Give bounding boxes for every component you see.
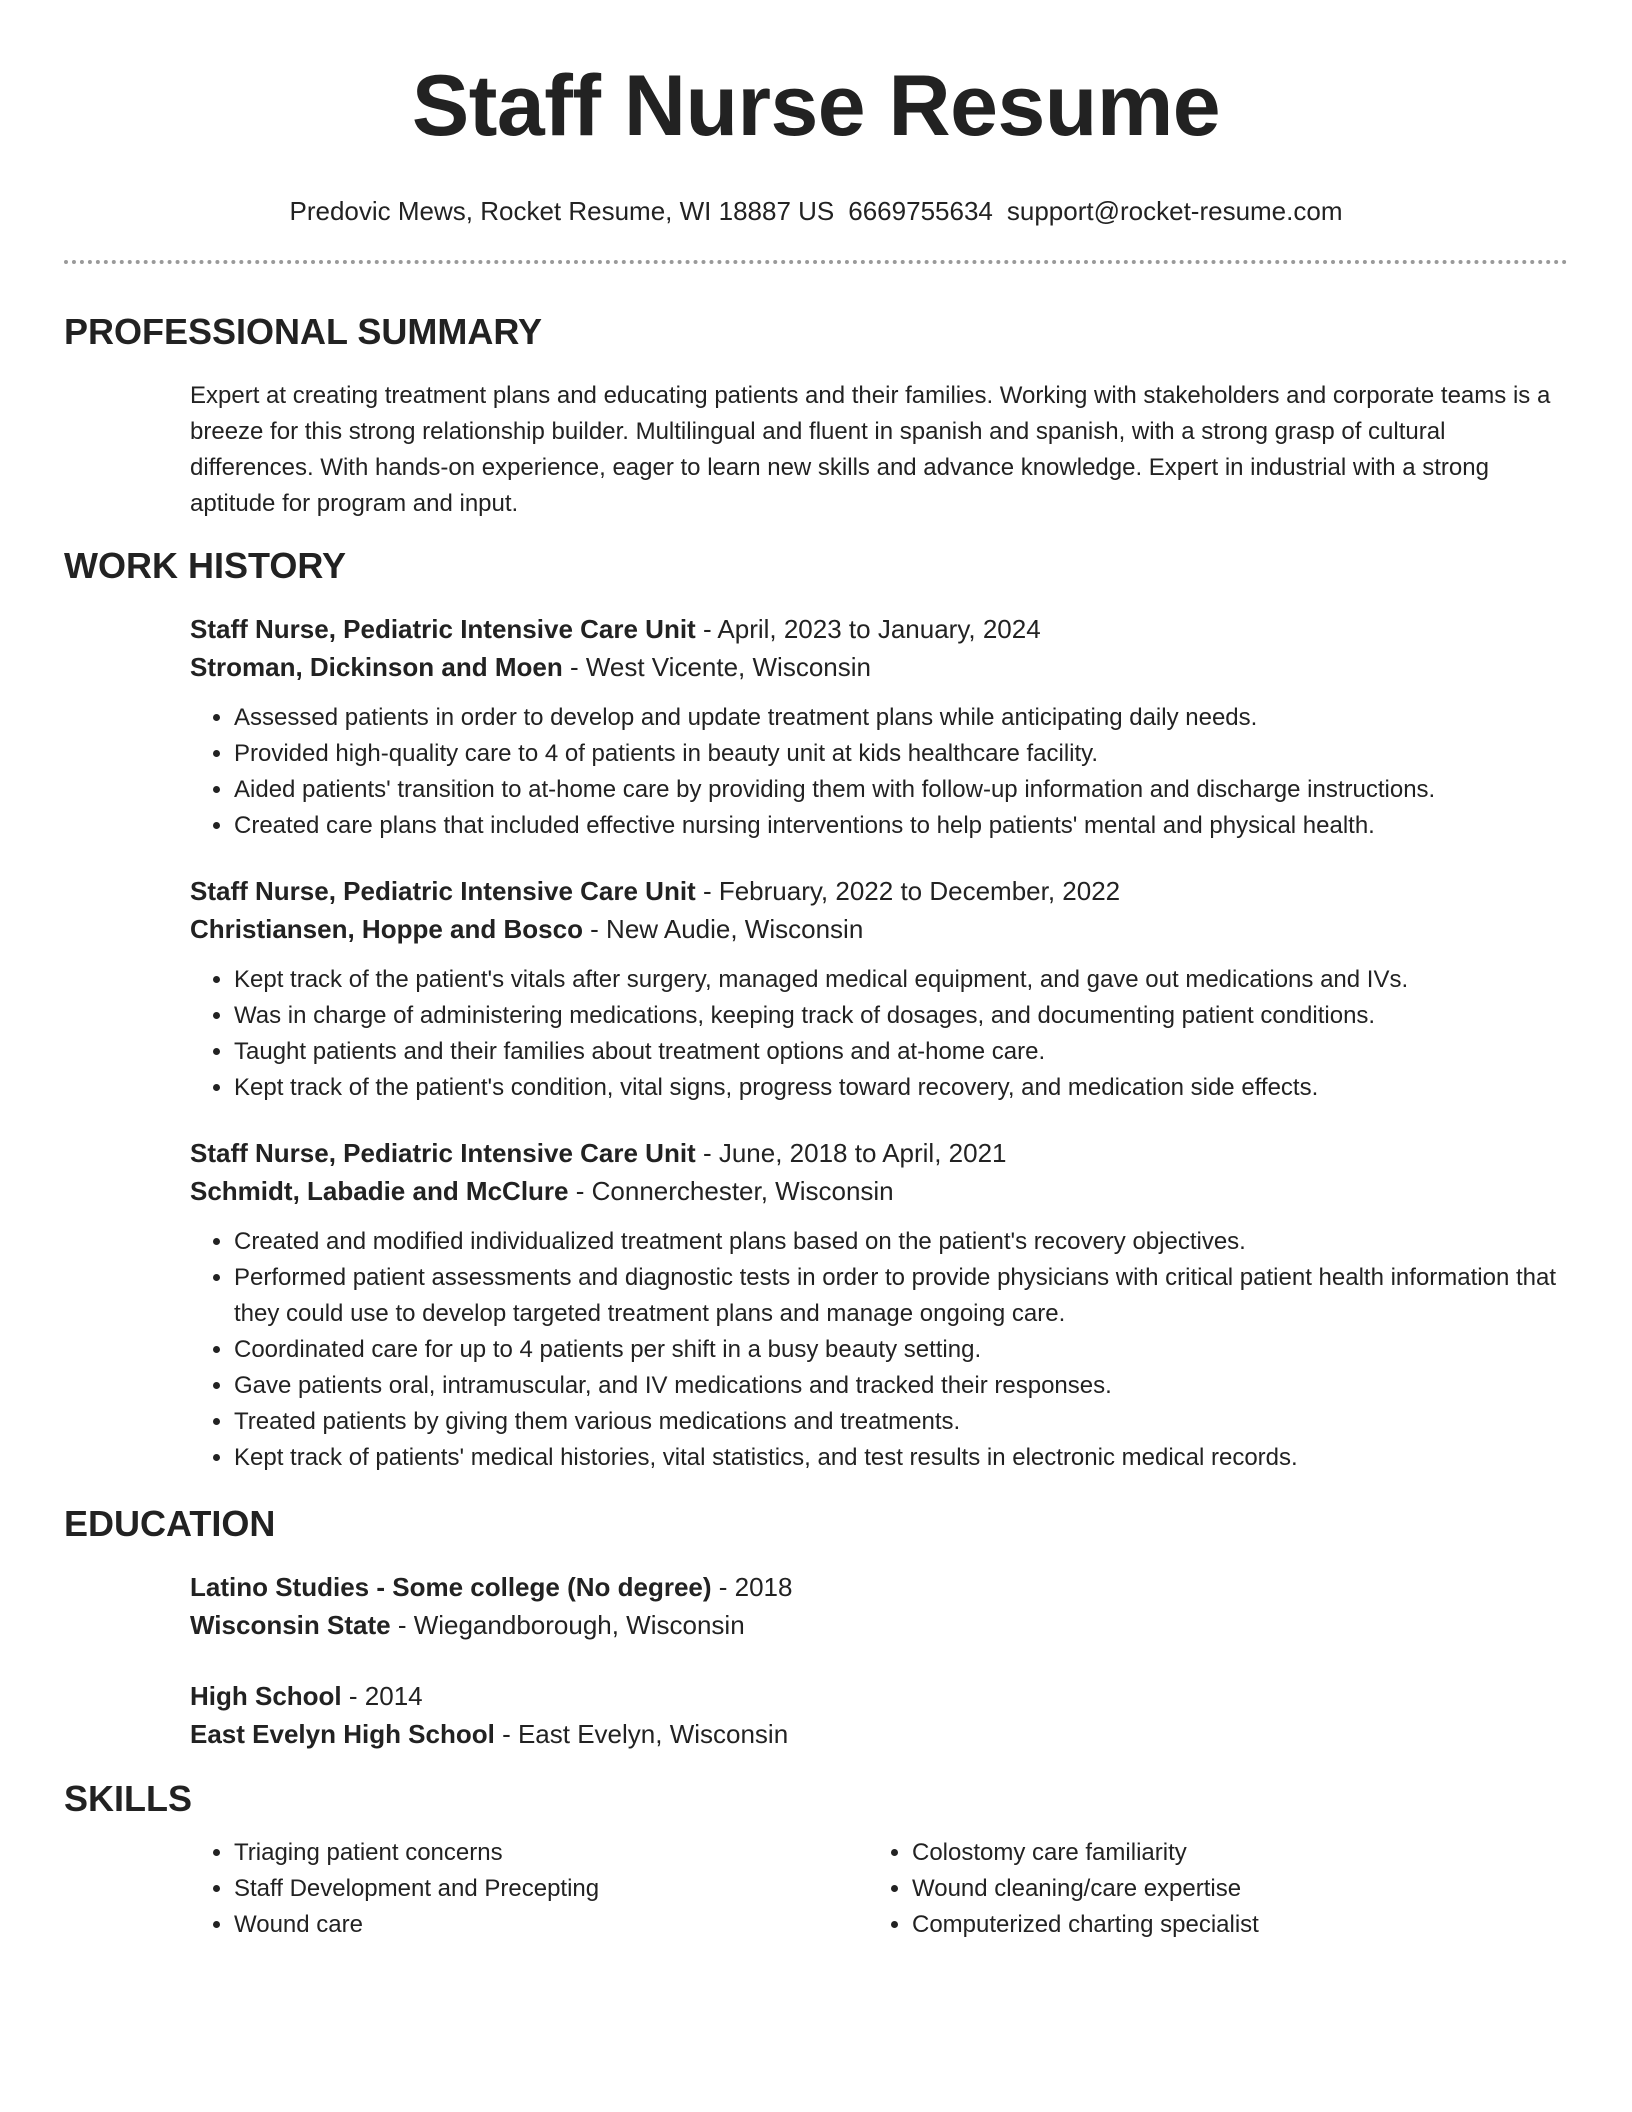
job-bullet: • Aided patients' transition to at-home care by providing them with follow-up information and discharge instructions. [234,772,1568,808]
degree-name: High School [190,1681,342,1711]
contact-phone: 6669755634 [848,196,993,226]
job-title: Staff Nurse, Pediatric Intensive Care Unit [190,876,696,906]
skills-column-left [190,1835,868,1943]
degree-name: Latino Studies - Some college (No degree) [190,1572,712,1602]
job-entry [64,872,1568,1106]
job-bullet: • Provided high-quality care to 4 of patients in beauty unit at kids healthcare facility. [234,736,1568,772]
job-bullet: • Performed patient assessments and diagnostic tests in order to provide physicians with critical patient health information that they could use to develop targeted treatment plans and manage ongoing care. [234,1260,1568,1332]
job-title-line [190,872,1568,910]
school-location: - East Evelyn, Wisconsin [494,1719,789,1749]
employer-line [190,648,1568,686]
header-divider [64,260,1568,264]
job-bullets [190,962,1568,1106]
degree-line [190,1677,1568,1715]
job-bullet: • Gave patients oral, intramuscular, and IV medications and tracked their responses. [234,1368,1568,1404]
skills-grid [64,1835,1568,1943]
job-bullet: • Kept track of the patient's vitals after surgery, managed medical equipment, and gave out medications and IVs. [234,962,1568,998]
education-entry [64,1568,1568,1644]
skill-item: • Staff Development and Precepting [234,1871,868,1907]
employer-name: Christiansen, Hoppe and Bosco [190,914,583,944]
job-entry [64,610,1568,844]
job-bullet: • Assessed patients in order to develop and update treatment plans while anticipating daily needs. [234,700,1568,736]
job-entry [64,1134,1568,1476]
job-title: Staff Nurse, Pediatric Intensive Care Unit [190,614,696,644]
job-bullet: • Treated patients by giving them various medications and treatments. [234,1404,1568,1440]
job-dates: - April, 2023 to January, 2024 [695,614,1041,644]
contact-address: Predovic Mews, Rocket Resume, WI 18887 US [289,196,835,226]
contact-email: support@rocket-resume.com [1006,196,1343,226]
degree-year: - 2018 [711,1572,793,1602]
school-name: Wisconsin State [190,1610,391,1640]
degree-year: - 2014 [341,1681,423,1711]
job-dates: - February, 2022 to December, 2022 [695,876,1121,906]
skill-item: • Colostomy care familiarity [912,1835,1546,1871]
job-bullet: • Was in charge of administering medications, keeping track of dosages, and documenting patient conditions. [234,998,1568,1034]
job-bullets [190,1224,1568,1476]
job-title-line [190,1134,1568,1172]
job-title-line [190,610,1568,648]
job-bullet: • Taught patients and their families about treatment options and at-home care. [234,1034,1568,1070]
employer-name: Schmidt, Labadie and McClure [190,1176,569,1206]
summary-text: Expert at creating treatment plans and educating patients and their families. Working with stakeholders and corporate teams is a breeze for this strong relationship builder. Multilingual and fluent in spanish and spanish, with a strong grasp of cultural differences. With hands-on experience, eager to learn new skills and advance knowledge. Expert in industrial with a strong aptitude for program and input. [190,382,1551,517]
job-bullets [190,700,1568,844]
skill-item: • Wound care [234,1907,868,1943]
contact-line [64,194,1568,228]
skill-item: • Computerized charting specialist [912,1907,1546,1943]
skills-column-right [868,1835,1546,1943]
summary-heading: PROFESSIONAL SUMMARY [64,311,543,352]
school-name: East Evelyn High School [190,1719,495,1749]
job-bullet: • Created care plans that included effective nursing interventions to help patients' mental and physical health. [234,808,1568,844]
employer-location: - West Vicente, Wisconsin [562,652,871,682]
degree-line [190,1568,1568,1606]
school-line [190,1715,1568,1753]
job-title: Staff Nurse, Pediatric Intensive Care Unit [190,1138,696,1168]
employer-line [190,910,1568,948]
school-line [190,1606,1568,1644]
job-dates: - June, 2018 to April, 2021 [695,1138,1007,1168]
skills-heading: SKILLS [64,1778,193,1819]
school-location: - Wiegandborough, Wisconsin [390,1610,745,1640]
job-bullet: • Kept track of patients' medical histories, vital statistics, and test results in electronic medical records. [234,1440,1568,1476]
job-bullet: • Coordinated care for up to 4 patients per shift in a busy beauty setting. [234,1332,1568,1368]
education-heading: EDUCATION [64,1503,276,1544]
education-entry [64,1677,1568,1753]
job-bullet: • Created and modified individualized treatment plans based on the patient's recovery objectives. [234,1224,1568,1260]
employer-location: - New Audie, Wisconsin [582,914,864,944]
employer-location: - Connerchester, Wisconsin [568,1176,894,1206]
resume-title: Staff Nurse Resume [411,58,1221,154]
employer-name: Stroman, Dickinson and Moen [190,652,563,682]
employer-line [190,1172,1568,1210]
work-history-heading: WORK HISTORY [64,545,347,586]
job-bullet: • Kept track of the patient's condition, vital signs, progress toward recovery, and medication side effects. [234,1070,1568,1106]
skill-item: • Wound cleaning/care expertise [912,1871,1546,1907]
skill-item: • Triaging patient concerns [234,1835,868,1871]
